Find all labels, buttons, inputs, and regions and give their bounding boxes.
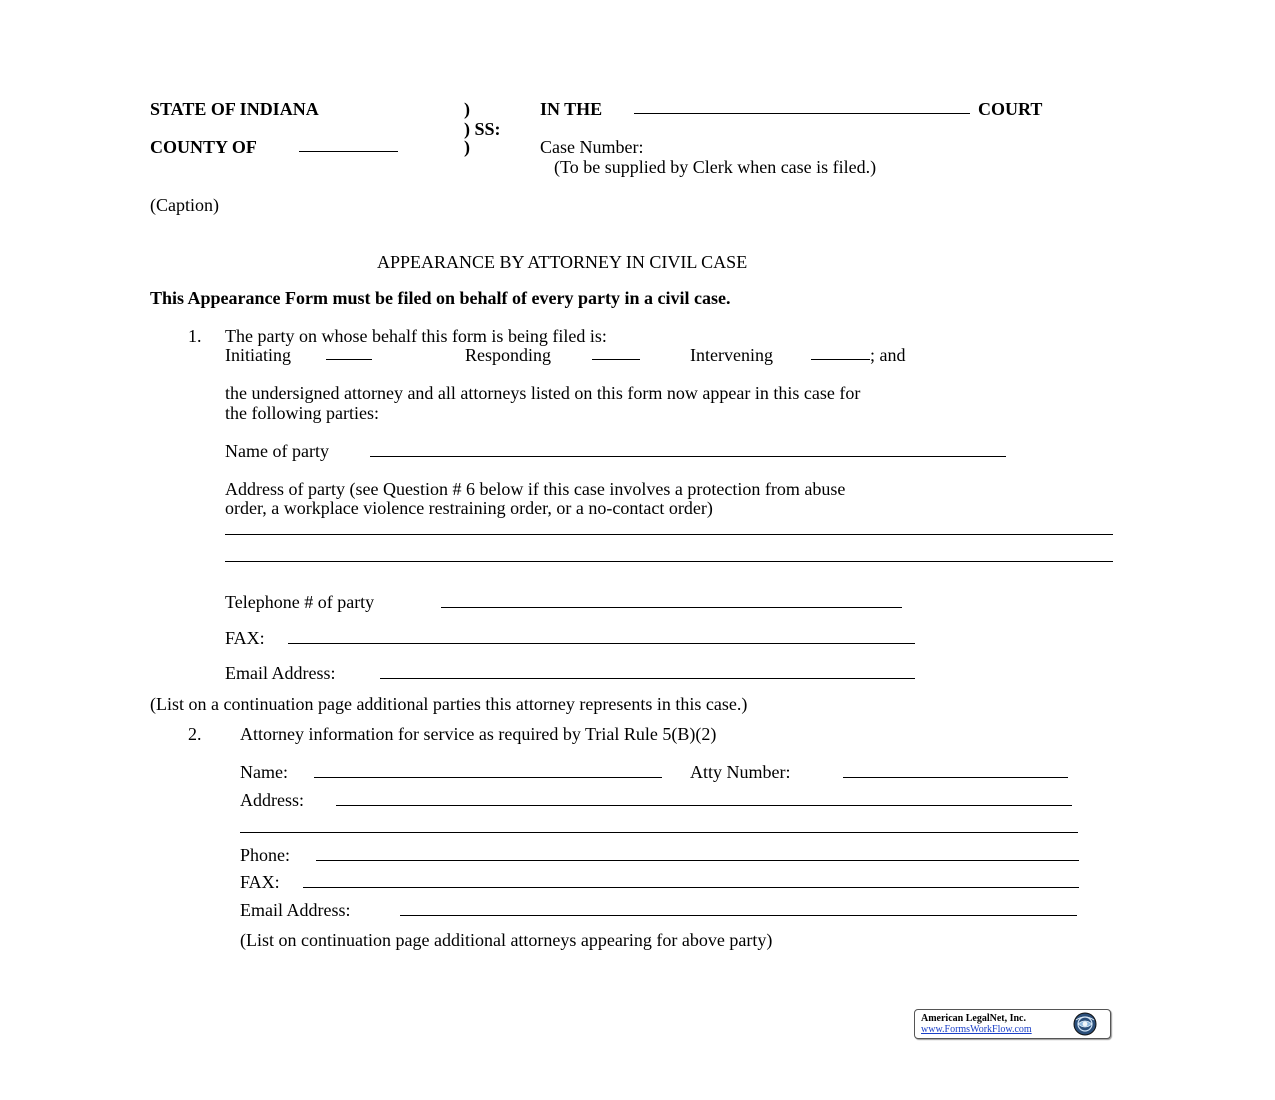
attorney-email-label: Email Address:	[240, 900, 351, 920]
party-email-field[interactable]	[380, 678, 915, 679]
party-fax-label: FAX:	[225, 628, 265, 648]
attorney-address-field-2[interactable]	[240, 832, 1078, 833]
attorney-fax-field[interactable]	[303, 887, 1079, 888]
attorney-address-field-1[interactable]	[336, 805, 1072, 806]
party-continuation-note: (List on a continuation page additional parties this attorney represents in this case.)	[150, 694, 748, 714]
initiating-label: Initiating	[225, 345, 291, 365]
caption-paren: )	[464, 137, 470, 157]
globe-logo-icon	[1073, 1012, 1097, 1036]
attorney-name-label: Name:	[240, 762, 288, 782]
appear-text-line1: the undersigned attorney and all attorneys listed on this form now appear in this case for	[225, 383, 861, 403]
state-label: STATE OF INDIANA	[150, 99, 319, 119]
q2-number: 2.	[188, 724, 202, 744]
county-field[interactable]	[299, 151, 398, 152]
logo-url-link[interactable]: www.FormsWorkFlow.com	[921, 1024, 1032, 1035]
intervening-field[interactable]	[811, 359, 870, 360]
intervening-label: Intervening	[690, 345, 773, 365]
court-label: COURT	[978, 99, 1043, 119]
responding-field[interactable]	[592, 359, 640, 360]
responding-label: Responding	[465, 345, 552, 365]
logo-company-name: American LegalNet, Inc.	[921, 1013, 1026, 1024]
party-telephone-label: Telephone # of party	[225, 592, 375, 612]
q1-text: The party on whose behalf this form is being filed is:	[225, 326, 607, 346]
party-address-note: order, a workplace violence restraining order, or a no-contact order)	[225, 498, 713, 518]
attorney-number-field[interactable]	[843, 777, 1068, 778]
filing-notice: This Appearance Form must be filed on behalf of every party in a civil case.	[150, 288, 731, 308]
caption-label: (Caption)	[150, 195, 219, 215]
initiating-field[interactable]	[326, 359, 372, 360]
party-address-label: Address of party (see Question # 6 below if this case involves a protection from abuse	[225, 479, 846, 499]
forms-workflow-logo[interactable]	[914, 1009, 1111, 1039]
attorney-address-label: Address:	[240, 790, 304, 810]
attorney-number-label: Atty Number:	[690, 762, 791, 782]
court-name-field[interactable]	[634, 113, 970, 114]
attorney-email-field[interactable]	[400, 915, 1077, 916]
party-address-field-1[interactable]	[225, 534, 1113, 535]
case-number-note: (To be supplied by Clerk when case is filed.)	[554, 157, 877, 177]
case-number-label: Case Number:	[540, 137, 644, 157]
form-title: APPEARANCE BY ATTORNEY IN CIVIL CASE	[377, 252, 748, 272]
party-address-field-2[interactable]	[225, 561, 1113, 562]
q2-text: Attorney information for service as required by Trial Rule 5(B)(2)	[240, 724, 717, 744]
county-label: COUNTY OF	[150, 137, 257, 157]
party-name-field[interactable]	[370, 456, 1006, 457]
attorney-phone-field[interactable]	[316, 860, 1079, 861]
caption-paren: )	[464, 99, 470, 119]
party-email-label: Email Address:	[225, 663, 336, 683]
attorney-continuation-note: (List on continuation page additional attorneys appearing for above party)	[240, 930, 773, 950]
q1-number: 1.	[188, 326, 202, 346]
ss-label: ) SS:	[464, 119, 501, 139]
attorney-phone-label: Phone:	[240, 845, 291, 865]
party-name-label: Name of party	[225, 441, 329, 461]
party-telephone-field[interactable]	[441, 607, 902, 608]
appear-text-line2: the following parties:	[225, 403, 379, 423]
and-label: ; and	[870, 345, 906, 365]
court-in-the-label: IN THE	[540, 99, 603, 119]
attorney-name-field[interactable]	[314, 777, 662, 778]
attorney-fax-label: FAX:	[240, 872, 280, 892]
party-fax-field[interactable]	[288, 643, 915, 644]
